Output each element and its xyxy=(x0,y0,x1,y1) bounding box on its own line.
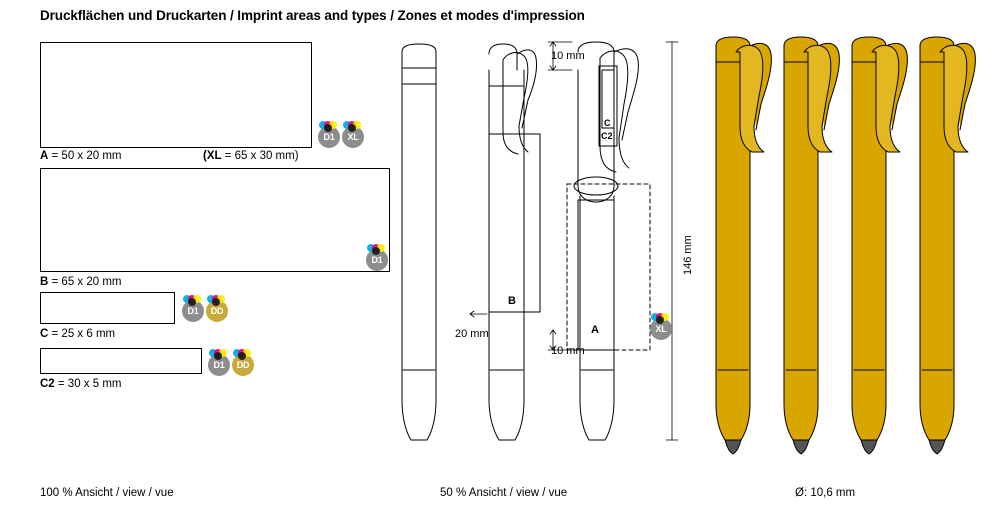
pen-product-4 xyxy=(920,37,975,454)
imprint-area-a-xl-code: (XL xyxy=(203,150,222,162)
marker-c2-label: C2 xyxy=(601,131,613,141)
badge-d1-area-a-label: D1 xyxy=(323,132,335,142)
badge-dd-area-c2 xyxy=(232,354,254,376)
imprint-area-c-label xyxy=(40,328,115,340)
imprint-area-c2-box xyxy=(40,348,202,374)
imprint-area-c2-size: = 30 x 5 mm xyxy=(54,378,122,390)
badge-d1-area-c-label: D1 xyxy=(187,306,199,316)
dimension-lines xyxy=(470,42,678,440)
footer-diameter: Ø: 10,6 mm xyxy=(795,487,856,499)
cmyk-icon xyxy=(207,295,227,305)
badge-xl-area-a-label: XL xyxy=(347,132,359,142)
imprint-area-a-code: A xyxy=(40,150,49,162)
badge-dd-area-c2-label: DD xyxy=(236,360,250,370)
dimension-top-margin: 10 mm xyxy=(551,50,585,62)
cmyk-icon xyxy=(209,349,229,359)
pen-product-3 xyxy=(852,37,907,454)
cmyk-icon xyxy=(367,244,387,254)
badge-xl-technical-label: XL xyxy=(655,324,667,334)
imprint-area-c-size: = 25 x 6 mm xyxy=(48,328,116,340)
footer-scale-left: 100 % Ansicht / view / vue xyxy=(40,487,174,499)
badge-d1-area-b xyxy=(366,249,388,271)
pen-outline-with-clip xyxy=(489,44,540,440)
pen-product-1 xyxy=(716,37,771,454)
imprint-area-a-xl-label xyxy=(203,150,299,162)
imprint-area-c-code: C xyxy=(40,328,49,340)
badge-xl-area-a xyxy=(342,126,364,148)
page-title: Druckflächen und Druckarten / Imprint areas and types / Zones et modes d'impression xyxy=(40,8,585,23)
dimension-total-length: 146 mm xyxy=(682,235,694,275)
badge-d1-area-a xyxy=(318,126,340,148)
badge-dd-area-c xyxy=(206,300,228,322)
a-zone-dashed-bounds xyxy=(567,184,650,350)
cmyk-icon xyxy=(183,295,203,305)
imprint-area-b-box xyxy=(40,168,390,272)
imprint-area-a-box xyxy=(40,42,312,148)
dimension-b-offset: 20 mm xyxy=(455,328,489,340)
marker-b-label: B xyxy=(508,295,516,307)
dimension-bottom-margin: 10 mm xyxy=(551,345,585,357)
imprint-area-c-box xyxy=(40,292,175,324)
imprint-area-a-xl-size: = 65 x 30 mm) xyxy=(221,150,299,162)
imprint-area-a-size: = 50 x 20 mm xyxy=(48,150,122,162)
badge-d1-area-c2-label: D1 xyxy=(213,360,225,370)
badge-d1-area-c2 xyxy=(208,354,230,376)
pen-product-2 xyxy=(784,37,839,454)
footer-scale-center: 50 % Ansicht / view / vue xyxy=(440,487,568,499)
cmyk-icon xyxy=(319,121,339,131)
badge-d1-area-b-label: D1 xyxy=(371,255,383,265)
imprint-area-b-label xyxy=(40,276,122,288)
cmyk-icon xyxy=(233,349,253,359)
cmyk-icon xyxy=(651,313,671,323)
badge-xl-technical xyxy=(650,318,672,340)
imprint-area-b-size: = 65 x 20 mm xyxy=(48,276,122,288)
marker-c-label: C xyxy=(604,118,611,128)
badge-dd-area-c-label: DD xyxy=(210,306,224,316)
imprint-area-a-label xyxy=(40,150,122,162)
badge-d1-area-c xyxy=(182,300,204,322)
imprint-area-c2-code: C2 xyxy=(40,378,55,390)
marker-a-label: A xyxy=(591,324,599,336)
pen-outline-dimensioned xyxy=(574,42,638,440)
imprint-area-c2-label xyxy=(40,378,122,390)
imprint-area-b-code: B xyxy=(40,276,49,288)
cmyk-icon xyxy=(343,121,363,131)
pen-outline-plain xyxy=(402,44,436,440)
